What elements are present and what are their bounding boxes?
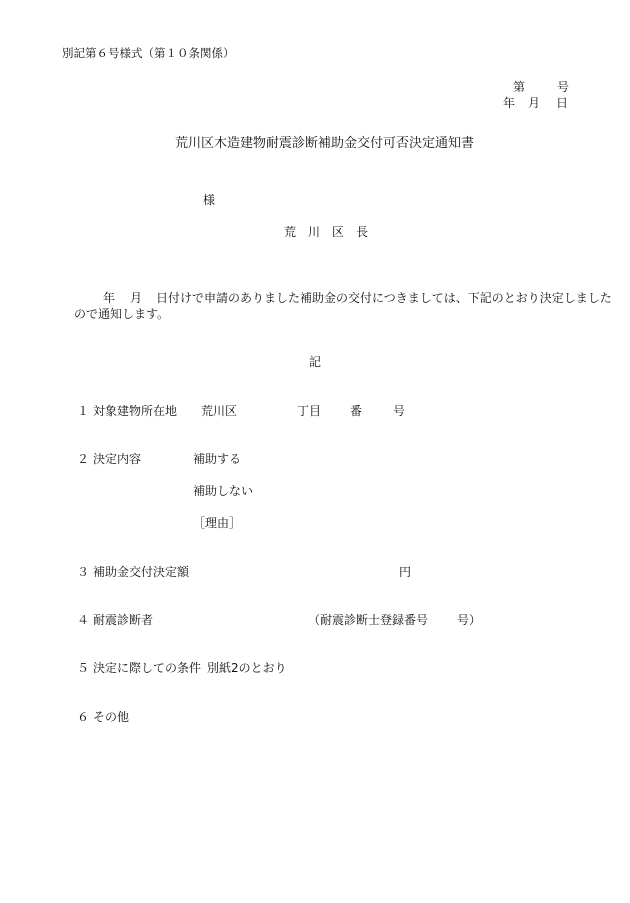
document-title: 荒川区木造建物耐震診断補助金交付可否決定通知書	[175, 136, 475, 151]
item5-number: ５	[77, 661, 90, 675]
item4-label: 耐震診断者	[93, 613, 154, 627]
document-number-suffix: 号	[557, 80, 570, 94]
item2-option-deny: 補助しない	[193, 484, 254, 498]
item3-unit: 円	[399, 565, 412, 579]
item1-number: １	[77, 404, 90, 418]
item1-ban: 番	[350, 404, 363, 418]
ki-marker: 記	[309, 355, 322, 369]
item4-number: ４	[77, 613, 90, 627]
item3-label: 補助金交付決定額	[93, 565, 190, 579]
body-text-line1: 日付けで申請のありました補助金の交付につきましては、下記のとおり決定しました	[156, 291, 612, 305]
date-month-label: 月	[528, 96, 541, 110]
item2-number: ２	[77, 452, 90, 466]
body-text-line2: ので通知します。	[74, 307, 170, 321]
date-day-label: 日	[556, 96, 569, 110]
item5-value: 別紙2のとおり	[207, 661, 287, 675]
document-number-prefix: 第	[513, 80, 526, 94]
item1-chome: 丁目	[297, 404, 322, 418]
date-year-label: 年	[503, 96, 516, 110]
item2-label: 決定内容	[93, 452, 142, 466]
body-month: 月	[130, 291, 143, 305]
item2-reason: ［理由］	[193, 516, 242, 530]
issuer-name: 荒 川 区 長	[284, 225, 369, 239]
item4-registration-open: （耐震診断士登録番号	[308, 613, 429, 627]
item3-number: ３	[77, 565, 90, 579]
item6-number: ６	[77, 710, 90, 724]
item1-ward: 荒川区	[201, 404, 238, 418]
item5-label: 決定に際しての条件	[93, 661, 202, 675]
body-year: 年	[103, 291, 116, 305]
item1-go: 号	[393, 404, 406, 418]
item2-option-grant: 補助する	[193, 452, 242, 466]
form-number-label: 別記第６号様式（第１０条関係）	[62, 46, 235, 60]
addressee-suffix: 様	[203, 193, 216, 207]
item4-registration-close: 号）	[457, 613, 482, 627]
item1-label: 対象建物所在地	[93, 404, 178, 418]
item6-label: その他	[93, 710, 130, 724]
